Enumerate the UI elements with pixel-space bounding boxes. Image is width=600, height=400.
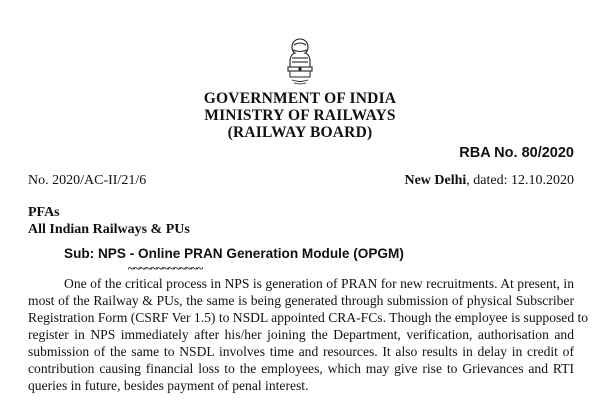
dateline — [404, 173, 574, 189]
body-line: queries in future, besides payment of penal interest. — [28, 378, 309, 393]
header-board: (RAILWAY BOARD) — [227, 124, 373, 141]
header-ministry: MINISTRY OF RAILWAYS — [204, 107, 396, 124]
state-emblem-icon — [280, 36, 320, 86]
body-line: Registration Form (CSRF Ver 1.5) to NSDL appointed CRA-FCs. Though the employee is supposed to — [28, 310, 589, 325]
body-line: contribution causing financial loss to the employees, which may give rise to Grievances and RTI — [28, 361, 574, 376]
date-text: , dated: 12.10.2020 — [466, 173, 574, 188]
subject-underline: ~~~~~~~~~~~~~ — [128, 261, 203, 275]
reference-number: No. 2020/AC-II/21/6 — [28, 173, 147, 188]
subject-line: Sub: NPS - Online PRAN Generation Module (OPGM) — [64, 246, 404, 261]
addressee-railways: All Indian Railways & PUs — [28, 222, 190, 237]
rba-number: RBA No. 80/2020 — [459, 145, 574, 161]
body-line: submission of the same to NSDL involves time and resources. It also results in delay in credit of — [28, 344, 574, 359]
addressee-pfas: PFAs — [28, 205, 60, 220]
body-line: register in NPS immediately after his/her joining the Department, verification, authorisation and — [28, 327, 574, 342]
body-line: One of the critical process in NPS is generation of PRAN for new recruitments. At present, in — [64, 276, 574, 291]
body-line: most of the Railway & PUs, the same is being generated through submission of physical Subscriber — [28, 293, 574, 308]
date-place: New Delhi — [404, 173, 467, 188]
header-government: GOVERNMENT OF INDIA — [203, 90, 397, 107]
